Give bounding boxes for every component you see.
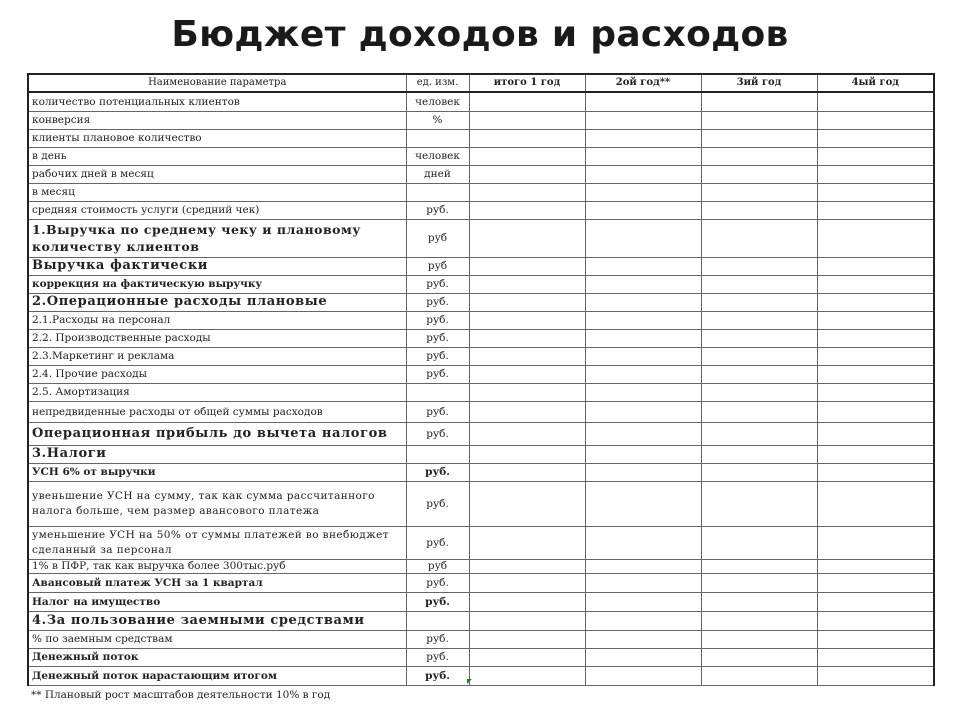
- row-name: 2.1.Расходы на персонал: [28, 311, 406, 329]
- cell-year-4[interactable]: [817, 422, 934, 445]
- cell-year-4[interactable]: [817, 630, 934, 648]
- table-row: [28, 648, 934, 666]
- cell-year-3[interactable]: [701, 257, 817, 275]
- row-unit: руб.: [406, 481, 469, 526]
- row-name: 4.За пользование заемными средствами: [28, 611, 406, 630]
- cell-year-4[interactable]: [817, 219, 934, 257]
- row-unit: [406, 183, 469, 201]
- cell-year-3[interactable]: [701, 347, 817, 365]
- row-name: Денежный поток нарастающим итогом: [28, 666, 406, 685]
- table-row: [28, 573, 934, 592]
- cell-year-2[interactable]: [585, 92, 701, 111]
- cell-year-1[interactable]: [469, 311, 585, 329]
- cell-year-2[interactable]: [585, 592, 701, 611]
- table-row: [28, 311, 934, 329]
- header-year-4: 4ый год: [817, 74, 934, 92]
- page-title: Бюджет доходов и расходов: [171, 14, 789, 55]
- cell-year-2[interactable]: [585, 383, 701, 401]
- cell-year-2[interactable]: [585, 573, 701, 592]
- cell-year-2[interactable]: [585, 275, 701, 293]
- cell-year-2[interactable]: [585, 422, 701, 445]
- cell-year-1[interactable]: [469, 111, 585, 129]
- row-unit: руб.: [406, 293, 469, 311]
- cell-year-3[interactable]: [701, 275, 817, 293]
- cell-year-3[interactable]: [701, 129, 817, 147]
- cell-year-2[interactable]: [585, 365, 701, 383]
- cell-year-4[interactable]: [817, 573, 934, 592]
- row-unit: руб.: [406, 666, 469, 685]
- row-name: в день: [28, 147, 406, 165]
- table-row: [28, 147, 934, 165]
- row-name: 2.2. Производственные расходы: [28, 329, 406, 347]
- table-row: [28, 592, 934, 611]
- cell-year-3[interactable]: [701, 219, 817, 257]
- table-row: [28, 445, 934, 463]
- cell-year-3[interactable]: [701, 445, 817, 463]
- row-name: коррекция на фактическую выручку: [28, 275, 406, 293]
- header-parameter-name: Наименование параметра: [28, 74, 406, 92]
- row-unit: руб.: [406, 422, 469, 445]
- table-row: [28, 165, 934, 183]
- row-name: количество потенциальных клиентов: [28, 92, 406, 111]
- row-unit: руб.: [406, 463, 469, 481]
- cell-year-3[interactable]: [701, 611, 817, 630]
- cell-year-2[interactable]: [585, 401, 701, 422]
- cell-year-4[interactable]: [817, 165, 934, 183]
- table-row: [28, 219, 934, 257]
- cell-year-4[interactable]: [817, 383, 934, 401]
- cell-year-3[interactable]: [701, 311, 817, 329]
- cell-year-3[interactable]: [701, 401, 817, 422]
- cell-year-2[interactable]: [585, 129, 701, 147]
- table-row: [28, 401, 934, 422]
- cell-year-2[interactable]: [585, 445, 701, 463]
- table-row: [28, 329, 934, 347]
- cell-year-1[interactable]: [469, 611, 585, 630]
- row-name: клиенты плановое количество: [28, 129, 406, 147]
- cell-year-2[interactable]: [585, 293, 701, 311]
- cell-year-4[interactable]: [817, 445, 934, 463]
- cell-year-1[interactable]: [469, 329, 585, 347]
- cell-year-2[interactable]: [585, 329, 701, 347]
- table-row: [28, 559, 934, 573]
- row-unit: руб: [406, 257, 469, 275]
- table-row: [28, 611, 934, 630]
- row-name: 2.5. Амортизация: [28, 383, 406, 401]
- cell-year-3[interactable]: [701, 165, 817, 183]
- row-unit: руб: [406, 559, 469, 573]
- row-name: Операционная прибыль до вычета налогов: [28, 422, 406, 445]
- table-row: [28, 183, 934, 201]
- row-name: средняя стоимость услуги (средний чек): [28, 201, 406, 219]
- row-name: в месяц: [28, 183, 406, 201]
- row-unit: %: [406, 111, 469, 129]
- cell-year-3[interactable]: [701, 648, 817, 666]
- cell-year-4[interactable]: [817, 92, 934, 111]
- row-name: конверсия: [28, 111, 406, 129]
- cell-year-1[interactable]: [469, 666, 585, 685]
- footnote: ** Плановый рост масштабов деятельности 10% в год: [28, 685, 406, 705]
- cell-year-4[interactable]: [817, 365, 934, 383]
- cell-year-3[interactable]: [701, 365, 817, 383]
- cell-year-3[interactable]: [701, 630, 817, 648]
- cell-year-1[interactable]: [469, 293, 585, 311]
- cell-year-2[interactable]: [585, 463, 701, 481]
- row-unit: руб.: [406, 365, 469, 383]
- cell-year-3[interactable]: [701, 92, 817, 111]
- cell-year-1[interactable]: [469, 129, 585, 147]
- cell-year-2[interactable]: [585, 147, 701, 165]
- table-row: [28, 481, 934, 526]
- table-row: [28, 630, 934, 648]
- table-row: [28, 111, 934, 129]
- cell-year-4[interactable]: [817, 463, 934, 481]
- table-header-row: [28, 74, 934, 92]
- row-unit: руб.: [406, 630, 469, 648]
- cell-year-1[interactable]: [469, 630, 585, 648]
- row-name: УСН 6% от выручки: [28, 463, 406, 481]
- cell-year-2[interactable]: [585, 559, 701, 573]
- cell-marker-icon: [467, 679, 472, 684]
- cell-year-3[interactable]: [701, 201, 817, 219]
- cell-year-3[interactable]: [701, 147, 817, 165]
- cell-year-1[interactable]: [469, 201, 585, 219]
- cell-year-1[interactable]: [469, 559, 585, 573]
- cell-year-2[interactable]: [585, 666, 701, 685]
- row-unit: руб.: [406, 573, 469, 592]
- cell-year-1[interactable]: [469, 165, 585, 183]
- cell-year-4[interactable]: [817, 257, 934, 275]
- cell-year-2[interactable]: [585, 311, 701, 329]
- row-name: Авансовый платеж УСН за 1 квартал: [28, 573, 406, 592]
- cell-year-2[interactable]: [585, 183, 701, 201]
- cell-year-3[interactable]: [701, 559, 817, 573]
- cell-year-1[interactable]: [469, 401, 585, 422]
- table-row: [28, 422, 934, 445]
- cell-year-2[interactable]: [585, 165, 701, 183]
- row-unit: [406, 383, 469, 401]
- header-year-2: 2ой год**: [585, 74, 701, 92]
- cell-year-3[interactable]: [701, 666, 817, 685]
- table-row: [28, 347, 934, 365]
- row-name: Выручка фактически: [28, 257, 406, 275]
- cell-year-3[interactable]: [701, 481, 817, 526]
- cell-year-3[interactable]: [701, 293, 817, 311]
- table-row: [28, 92, 934, 111]
- cell-year-4[interactable]: [817, 401, 934, 422]
- cell-year-4[interactable]: [817, 559, 934, 573]
- cell-year-3[interactable]: [701, 111, 817, 129]
- cell-year-1[interactable]: [469, 526, 585, 559]
- row-name: 1% в ПФР, так как выручка более 300тыс.руб: [28, 559, 406, 573]
- cell-year-2[interactable]: [585, 201, 701, 219]
- cell-year-3[interactable]: [701, 422, 817, 445]
- table-row: [28, 463, 934, 481]
- cell-year-4[interactable]: [817, 147, 934, 165]
- cell-year-1[interactable]: [469, 592, 585, 611]
- cell-year-1[interactable]: [469, 648, 585, 666]
- row-name: непредвиденные расходы от общей суммы расходов: [28, 401, 406, 422]
- cell-year-1[interactable]: [469, 365, 585, 383]
- table-row: [28, 293, 934, 311]
- cell-year-3[interactable]: [701, 526, 817, 559]
- header-year-3: 3ий год: [701, 74, 817, 92]
- cell-year-4[interactable]: [817, 183, 934, 201]
- cell-year-1[interactable]: [469, 573, 585, 592]
- cell-year-4[interactable]: [817, 481, 934, 526]
- table-row: [28, 666, 934, 685]
- table-row: [28, 383, 934, 401]
- row-name: рабочих дней в месяц: [28, 165, 406, 183]
- cell-year-4[interactable]: [817, 329, 934, 347]
- table-row: [28, 526, 934, 559]
- row-unit: [406, 611, 469, 630]
- cell-year-2[interactable]: [585, 257, 701, 275]
- row-unit: руб.: [406, 347, 469, 365]
- row-unit: [406, 129, 469, 147]
- cell-year-2[interactable]: [585, 111, 701, 129]
- cell-year-2[interactable]: [585, 481, 701, 526]
- cell-year-4[interactable]: [817, 201, 934, 219]
- table-row: [28, 257, 934, 275]
- row-name: 3.Налоги: [28, 445, 406, 463]
- row-unit: руб.: [406, 648, 469, 666]
- cell-year-4[interactable]: [817, 311, 934, 329]
- cell-year-3[interactable]: [701, 592, 817, 611]
- cell-year-2[interactable]: [585, 219, 701, 257]
- row-unit: руб.: [406, 201, 469, 219]
- row-unit: руб.: [406, 526, 469, 559]
- row-name: 1.Выручка по среднему чеку и плановому количеству клиентов: [28, 219, 406, 257]
- row-unit: руб.: [406, 311, 469, 329]
- row-unit: дней: [406, 165, 469, 183]
- cell-year-2[interactable]: [585, 611, 701, 630]
- cell-year-1[interactable]: [469, 92, 585, 111]
- cell-year-1[interactable]: [469, 275, 585, 293]
- row-unit: человек: [406, 147, 469, 165]
- cell-year-4[interactable]: [817, 592, 934, 611]
- table-row: [28, 275, 934, 293]
- cell-year-1[interactable]: [469, 383, 585, 401]
- row-unit: руб.: [406, 275, 469, 293]
- cell-year-1[interactable]: [469, 445, 585, 463]
- row-name: Налог на имущество: [28, 592, 406, 611]
- cell-year-4[interactable]: [817, 111, 934, 129]
- row-name: 2.4. Прочие расходы: [28, 365, 406, 383]
- cell-year-1[interactable]: [469, 463, 585, 481]
- row-name: уменьшение УСН на 50% от суммы платежей во внебюджет сделанный за персонал: [28, 526, 406, 559]
- cell-year-1[interactable]: [469, 481, 585, 526]
- cell-year-4[interactable]: [817, 275, 934, 293]
- cell-year-4[interactable]: [817, 666, 934, 685]
- cell-year-4[interactable]: [817, 648, 934, 666]
- cell-year-3[interactable]: [701, 183, 817, 201]
- cell-year-1[interactable]: [469, 257, 585, 275]
- row-unit: руб: [406, 219, 469, 257]
- row-unit: [406, 445, 469, 463]
- row-name: 2.3.Маркетинг и реклама: [28, 347, 406, 365]
- cell-year-4[interactable]: [817, 129, 934, 147]
- cell-year-4[interactable]: [817, 526, 934, 559]
- cell-year-2[interactable]: [585, 347, 701, 365]
- cell-year-1[interactable]: [469, 219, 585, 257]
- cell-year-4[interactable]: [817, 293, 934, 311]
- cell-year-2[interactable]: [585, 526, 701, 559]
- row-unit: руб.: [406, 329, 469, 347]
- cell-year-4[interactable]: [817, 347, 934, 365]
- footnote-row: [28, 685, 934, 705]
- cell-year-4[interactable]: [817, 611, 934, 630]
- header-year-1: итого 1 год: [469, 74, 585, 92]
- table-row: [28, 201, 934, 219]
- cell-year-1[interactable]: [469, 422, 585, 445]
- row-unit: человек: [406, 92, 469, 111]
- row-unit: руб.: [406, 592, 469, 611]
- cell-year-3[interactable]: [701, 329, 817, 347]
- cell-year-3[interactable]: [701, 573, 817, 592]
- row-unit: руб.: [406, 401, 469, 422]
- cell-year-1[interactable]: [469, 183, 585, 201]
- header-unit: ед. изм.: [406, 74, 469, 92]
- row-name: % по заемным средствам: [28, 630, 406, 648]
- cell-year-3[interactable]: [701, 463, 817, 481]
- row-name: 2.Операционные расходы плановые: [28, 293, 406, 311]
- table-row: [28, 365, 934, 383]
- cell-year-2[interactable]: [585, 648, 701, 666]
- cell-year-2[interactable]: [585, 630, 701, 648]
- budget-table: [27, 73, 935, 705]
- row-name: Денежный поток: [28, 648, 406, 666]
- cell-year-1[interactable]: [469, 347, 585, 365]
- table-row: [28, 129, 934, 147]
- row-name: увеньшение УСН на сумму, так как сумма рассчитанного налога больше, чем размер авансового платежа: [28, 481, 406, 526]
- cell-year-1[interactable]: [469, 147, 585, 165]
- cell-year-3[interactable]: [701, 383, 817, 401]
